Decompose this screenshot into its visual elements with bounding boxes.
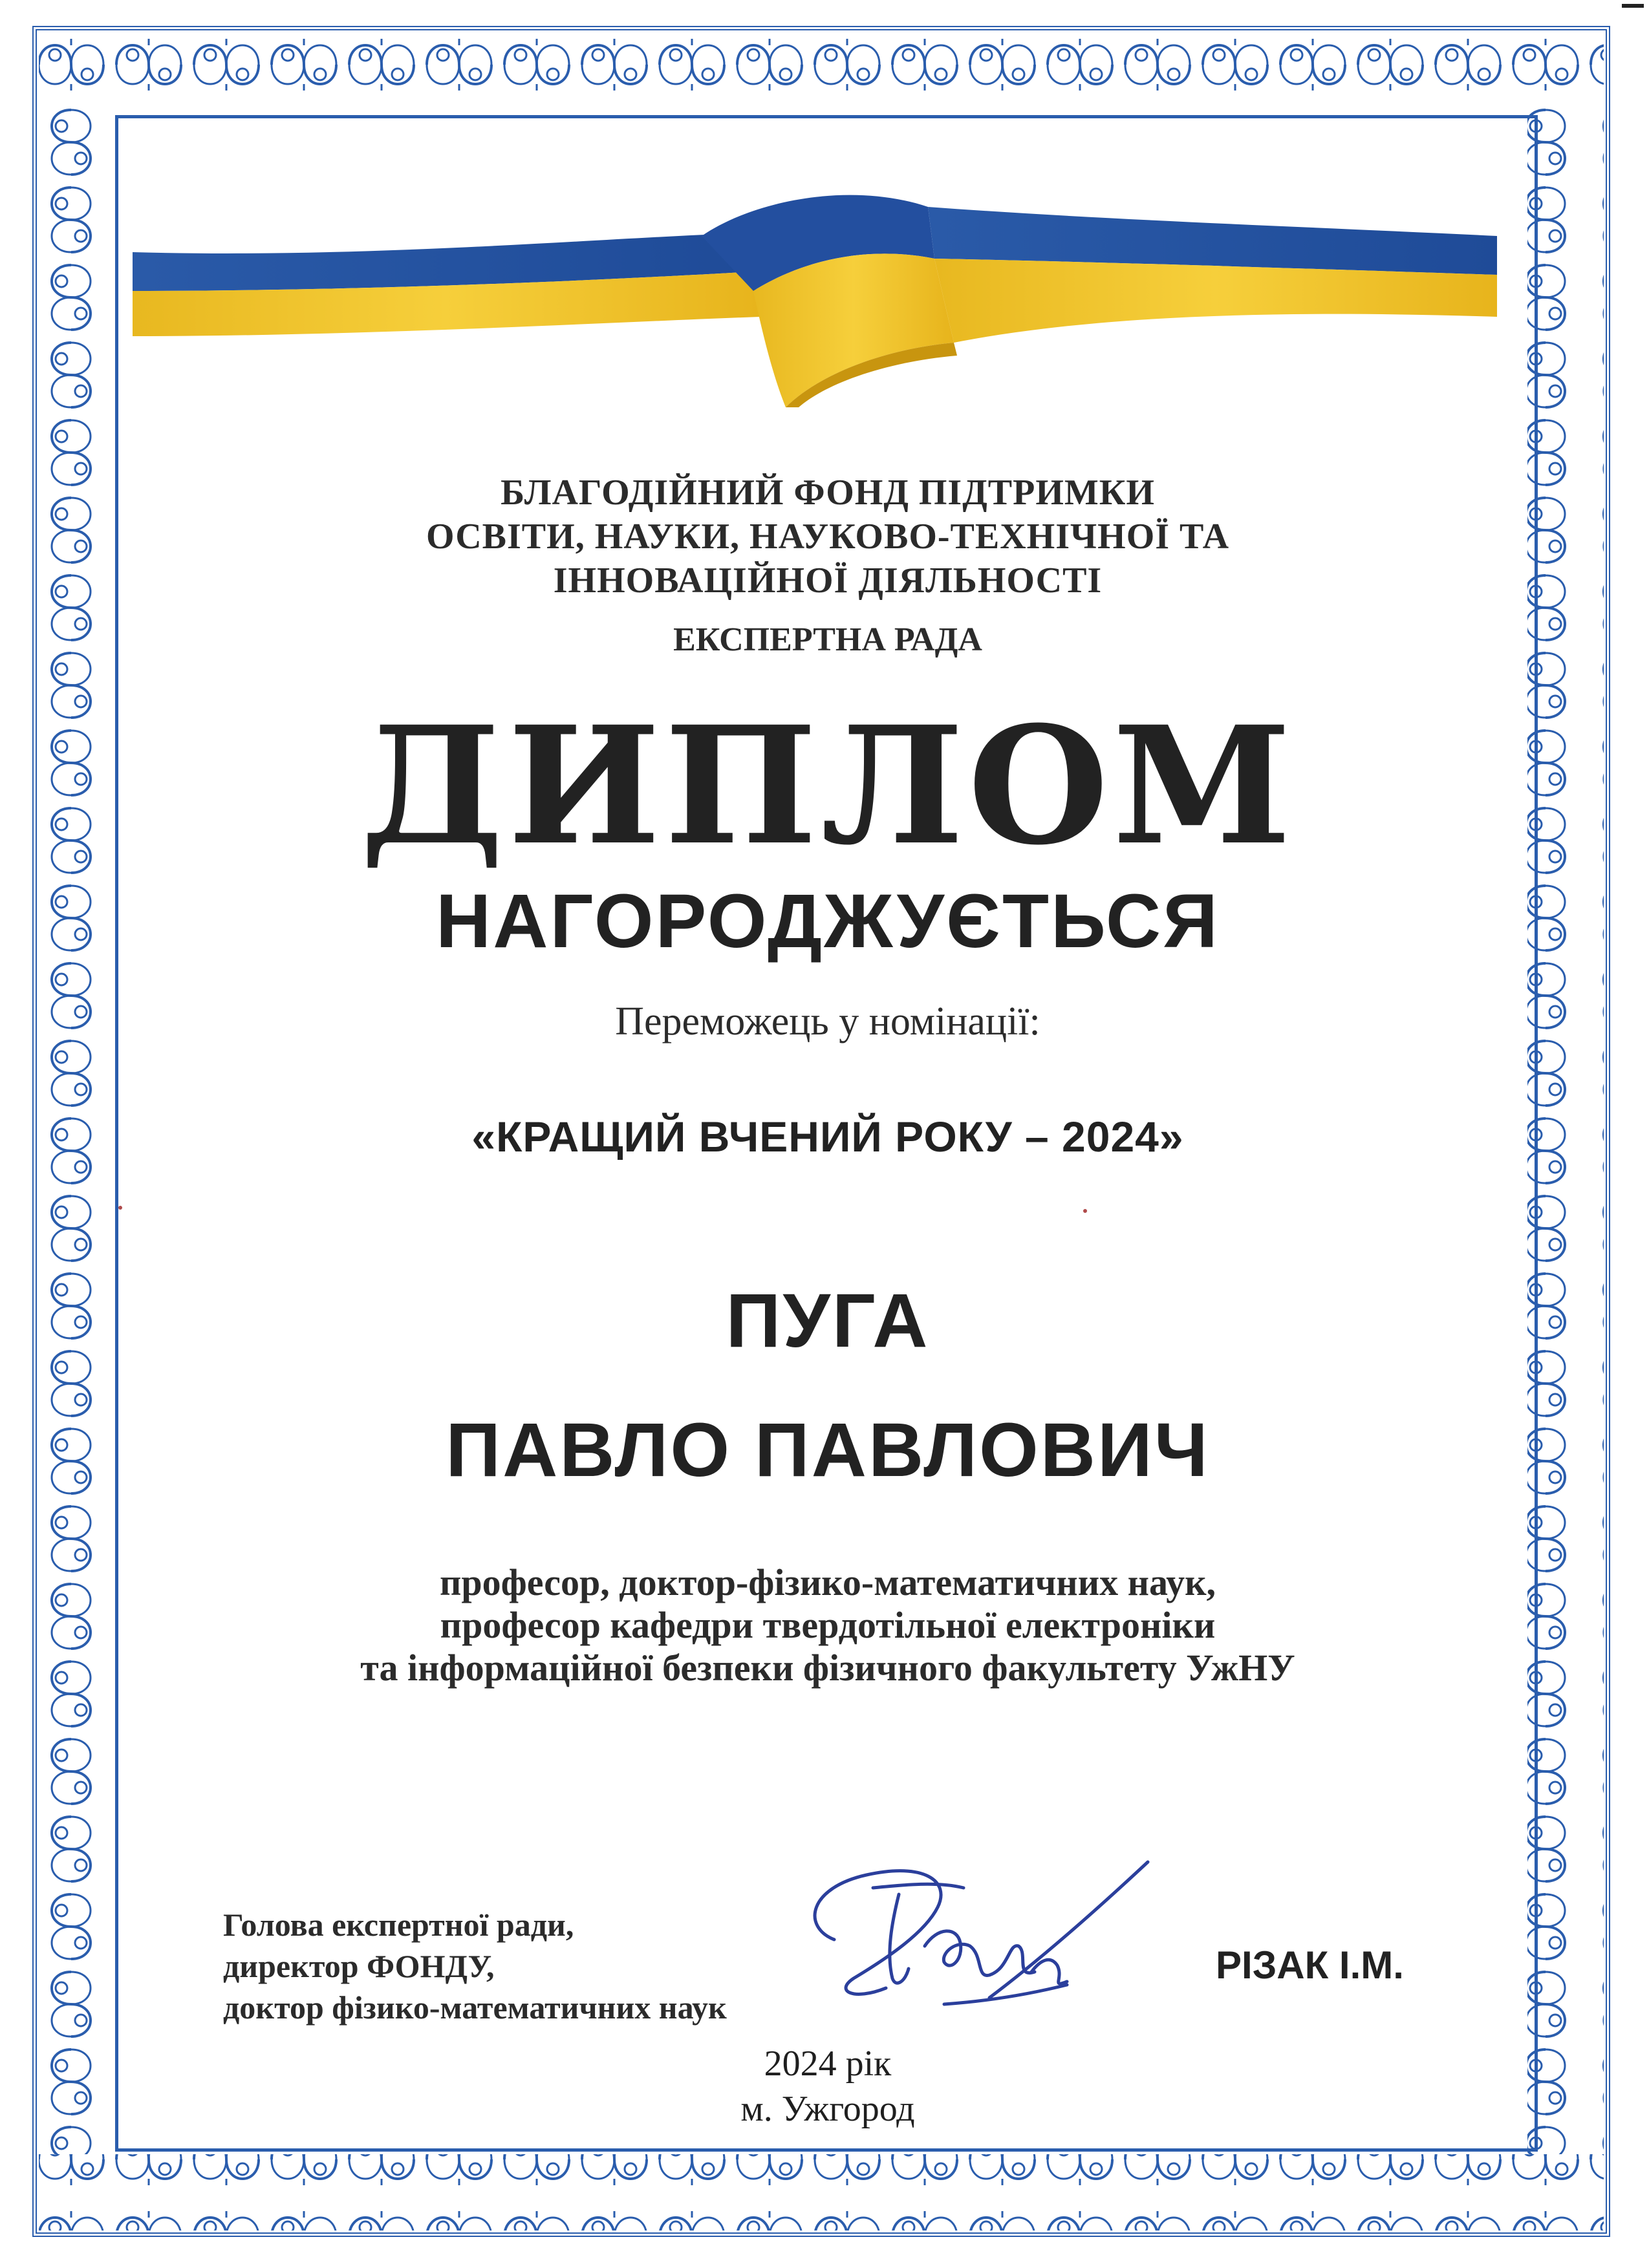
signatory-title xyxy=(223,1904,805,2028)
signatory-line: доктор фізико-математичних наук xyxy=(223,1989,727,2026)
scan-speck xyxy=(118,1206,122,1210)
handwritten-signature xyxy=(795,1849,1158,2030)
winner-label: Переможець у номінації: xyxy=(615,1000,1040,1043)
ukrainian-flag-ribbon xyxy=(133,162,1497,407)
signatory-line: директор ФОНДУ, xyxy=(223,1948,495,1984)
position-line: професор, доктор-фізико-математичних наук, xyxy=(439,1561,1216,1603)
issue-year: 2024 рік xyxy=(764,2044,892,2084)
signer-name: РІЗАК І.М. xyxy=(1216,1943,1404,1987)
expert-council-label: ЕКСПЕРТНА РАДА xyxy=(673,621,982,658)
recipient-surname: ПУГА xyxy=(726,1278,930,1364)
recipient-given-names: ПАВЛО ПАВЛОВИЧ xyxy=(446,1407,1210,1493)
position-line: професор кафедри твердотільної електроніки xyxy=(440,1604,1216,1646)
organization-line: ОСВІТИ, НАУКИ, НАУКОВО-ТЕХНІЧНОЇ ТА xyxy=(426,517,1230,557)
scan-speck xyxy=(1083,1209,1087,1213)
scan-corner-mark xyxy=(1622,4,1644,8)
position-line: та інформаційної безпеки фізичного факультету УжНУ xyxy=(360,1647,1295,1689)
recipient-position xyxy=(116,1561,1539,1689)
issue-city: м. Ужгород xyxy=(740,2089,915,2129)
organization-line: ІННОВАЦІЙНОЇ ДІЯЛЬНОСТІ xyxy=(553,561,1103,601)
organization-line: БЛАГОДІЙНИЙ ФОНД ПІДТРИМКИ xyxy=(501,473,1155,513)
signatory-line: Голова експертної ради, xyxy=(223,1907,574,1943)
diploma-title: ДИПЛОМ xyxy=(360,690,1296,881)
organization-name xyxy=(116,471,1539,603)
awarded-heading: НАГОРОДЖУЄТЬСЯ xyxy=(436,879,1220,964)
nomination-title: «КРАЩИЙ ВЧЕНИЙ РОКУ – 2024» xyxy=(471,1113,1184,1161)
